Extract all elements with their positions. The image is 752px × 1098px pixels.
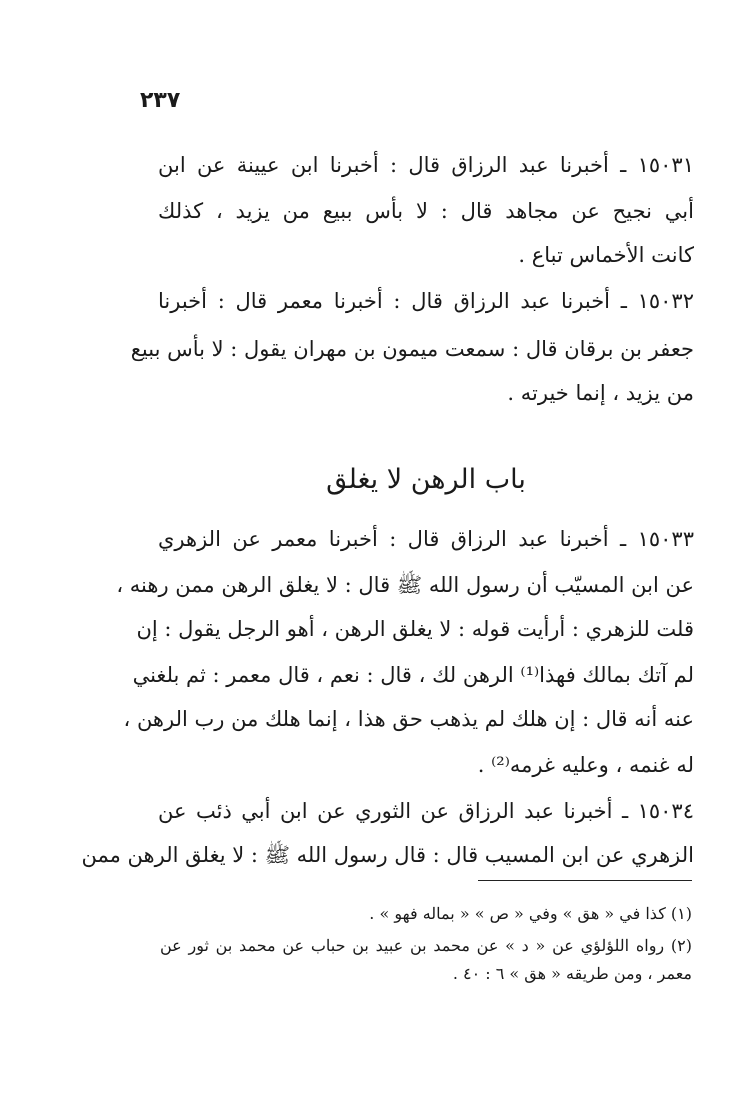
text-line: قلت للزهري : أرأيت قوله : لا يغلق الرهن ، أهو الرجل يقول : إن: [136, 617, 694, 641]
chapter-heading: باب الرهن لا يغلق: [326, 464, 526, 495]
text-line: له غنمه ، وعليه غرمه⁽²⁾ .: [477, 753, 694, 777]
footnote: (١) كذا في « هق » وفي « ص » « بماله فهو » .: [369, 904, 692, 923]
footnote-divider: [478, 880, 692, 881]
text-line: عن ابن المسيّب أن رسول الله ﷺ قال : لا يغلق الرهن ممن رهنه ،: [116, 573, 694, 597]
text-line: جعفر بن برقان قال : سمعت ميمون بن مهران يقول : لا بأس ببيع: [130, 337, 694, 361]
text-line: لم آتك بمالك فهذا⁽¹⁾ الرهن لك ، قال : نعم ، قال معمر : ثم بلغني: [132, 663, 694, 687]
footnote: معمر ، ومن طريقه « هق » ٦ : ٤٠ .: [452, 964, 692, 983]
text-line: ١٥٠٣٣ ـ أخبرنا عبد الرزاق قال : أخبرنا معمر عن الزهري: [158, 527, 694, 551]
text-line: ١٥٠٣٤ ـ أخبرنا عبد الرزاق عن الثوري عن ابن أبي ذئب عن: [158, 799, 694, 823]
text-line: الزهري عن ابن المسيب قال : قال رسول الله ﷺ : لا يغلق الرهن ممن: [81, 843, 694, 867]
text-line: كانت الأخماس تباع .: [518, 243, 694, 267]
footnote: (٢) رواه اللؤلؤي عن « د » عن محمد بن عبيد بن حباب عن محمد بن ثور عن: [160, 936, 692, 955]
text-line: من يزيد ، إنما خيرته .: [507, 381, 694, 405]
text-line: أبي نجيح عن مجاهد قال : لا بأس ببيع من يزيد ، كذلك: [158, 199, 694, 223]
text-line: ١٥٠٣٢ ـ أخبرنا عبد الرزاق قال : أخبرنا معمر قال : أخبرنا: [158, 289, 694, 313]
text-line: ١٥٠٣١ ـ أخبرنا عبد الرزاق قال : أخبرنا ابن عيينة عن ابن: [158, 153, 694, 177]
page-number: ٢٣٧: [140, 88, 181, 113]
text-line: عنه أنه قال : إن هلك لم يذهب حق هذا ، إنما هلك من رب الرهن ،: [123, 707, 694, 731]
